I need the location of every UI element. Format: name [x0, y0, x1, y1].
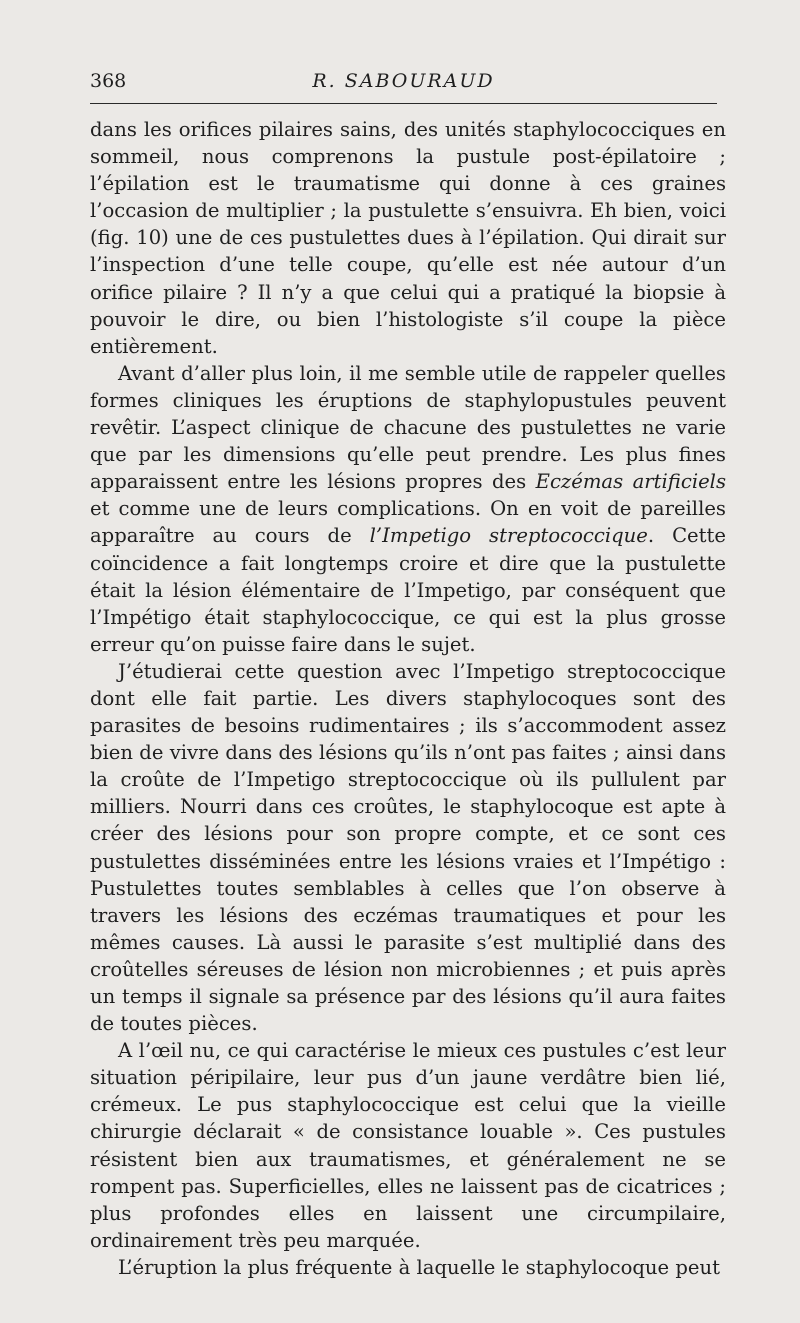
paragraph-4: A l’œil nu, ce qui caractérise le mieux ces pustules c’est leur situation péripilaire, leur pus d’un jaune verdâtre bien lié, crémeux. Le pus staphylococcique est celui que la vieille chirurgie déclarait « de consistance louable ». Ces pustules résistent bien aux traumatismes, et généralement ne se rompent pas. Superficielles, elles ne laissent pas de cicatrices ; plus profondes elles en laissent une circumpilaire, ordinairement très peu marquée. [90, 1039, 726, 1252]
paragraph-2: Avant d’aller plus loin, il me semble utile de rappeler quelles formes cliniques les éruptions de staphylopustules peuvent revêtir. L’aspect clinique de chacune des pustulettes ne varie que par les dimensions qu’elle peut prendre. Les plus fines apparaissent entre les lésions propres des Eczémas artificiels et comme une de leurs complications. On en voit de pareilles apparaître au cours de l’Impetigo streptococcique. Cette coïncidence a fait longtemps croire et dire que la pustulette était la lésion élémentaire de l’Impetigo, par conséquent que l’Impétigo était staphylococcique, ce qui est la plus grosse erreur qu’on puisse faire dans le sujet. [90, 361, 726, 656]
paragraph-5: L’éruption la plus fréquente à laquelle le staphylocoque peut [118, 1255, 720, 1279]
italic-term: Eczémas artificiels [535, 470, 726, 494]
page-header [90, 68, 717, 94]
italic-term: l’Impetigo streptococcique [369, 524, 648, 548]
running-title: R. SABOURAUD [312, 70, 495, 92]
paragraph-3: J’étudierai cette question avec l’Impetigo streptococcique dont elle fait partie. Les divers staphylocoques sont des parasites de besoins rudimentaires ; ils s’accommodent assez bien de vivre dans des lésions qu’ils n’ont pas faites ; ainsi dans la croûte de l’Impetigo streptococcique où ils pullulent par milliers. Nourri dans ces croûtes, le staphylocoque est apte à créer des lésions pour son propre compte, et ce sont ces pustulettes disséminées entre les lésions vraies et l’Impétigo : Pustulettes toutes semblables à celles que l’on observe à travers les lésions des eczémas traumatiques et pour les mêmes causes. Là aussi le parasite s’est multiplié dans des croûtelles séreuses de lésion non microbiennes ; et puis après un temps il signale sa présence par des lésions qu’il aura faites de toutes pièces. [90, 659, 726, 1036]
page-number: 368 [90, 70, 127, 92]
header-rule [90, 103, 717, 104]
body-text [90, 116, 726, 1281]
paragraph-1: dans les orifices pilaires sains, des unités staphylococciques en sommeil, nous comprenons la pustule post-épilatoire ; l’épilation est le traumatisme qui donne à ces graines l’occasion de multiplier ; la pustulette s’ensuivra. Eh bien, voici (fig. 10) une de ces pustulettes dues à l’épilation. Qui dirait sur l’inspection d’une telle coupe, qu’elle est née autour d’un orifice pilaire ? Il n’y a que celui qui a pratiqué la biopsie à pouvoir le dire, ou bien l’histologiste s’il coupe la pièce entièrement. [90, 118, 726, 358]
